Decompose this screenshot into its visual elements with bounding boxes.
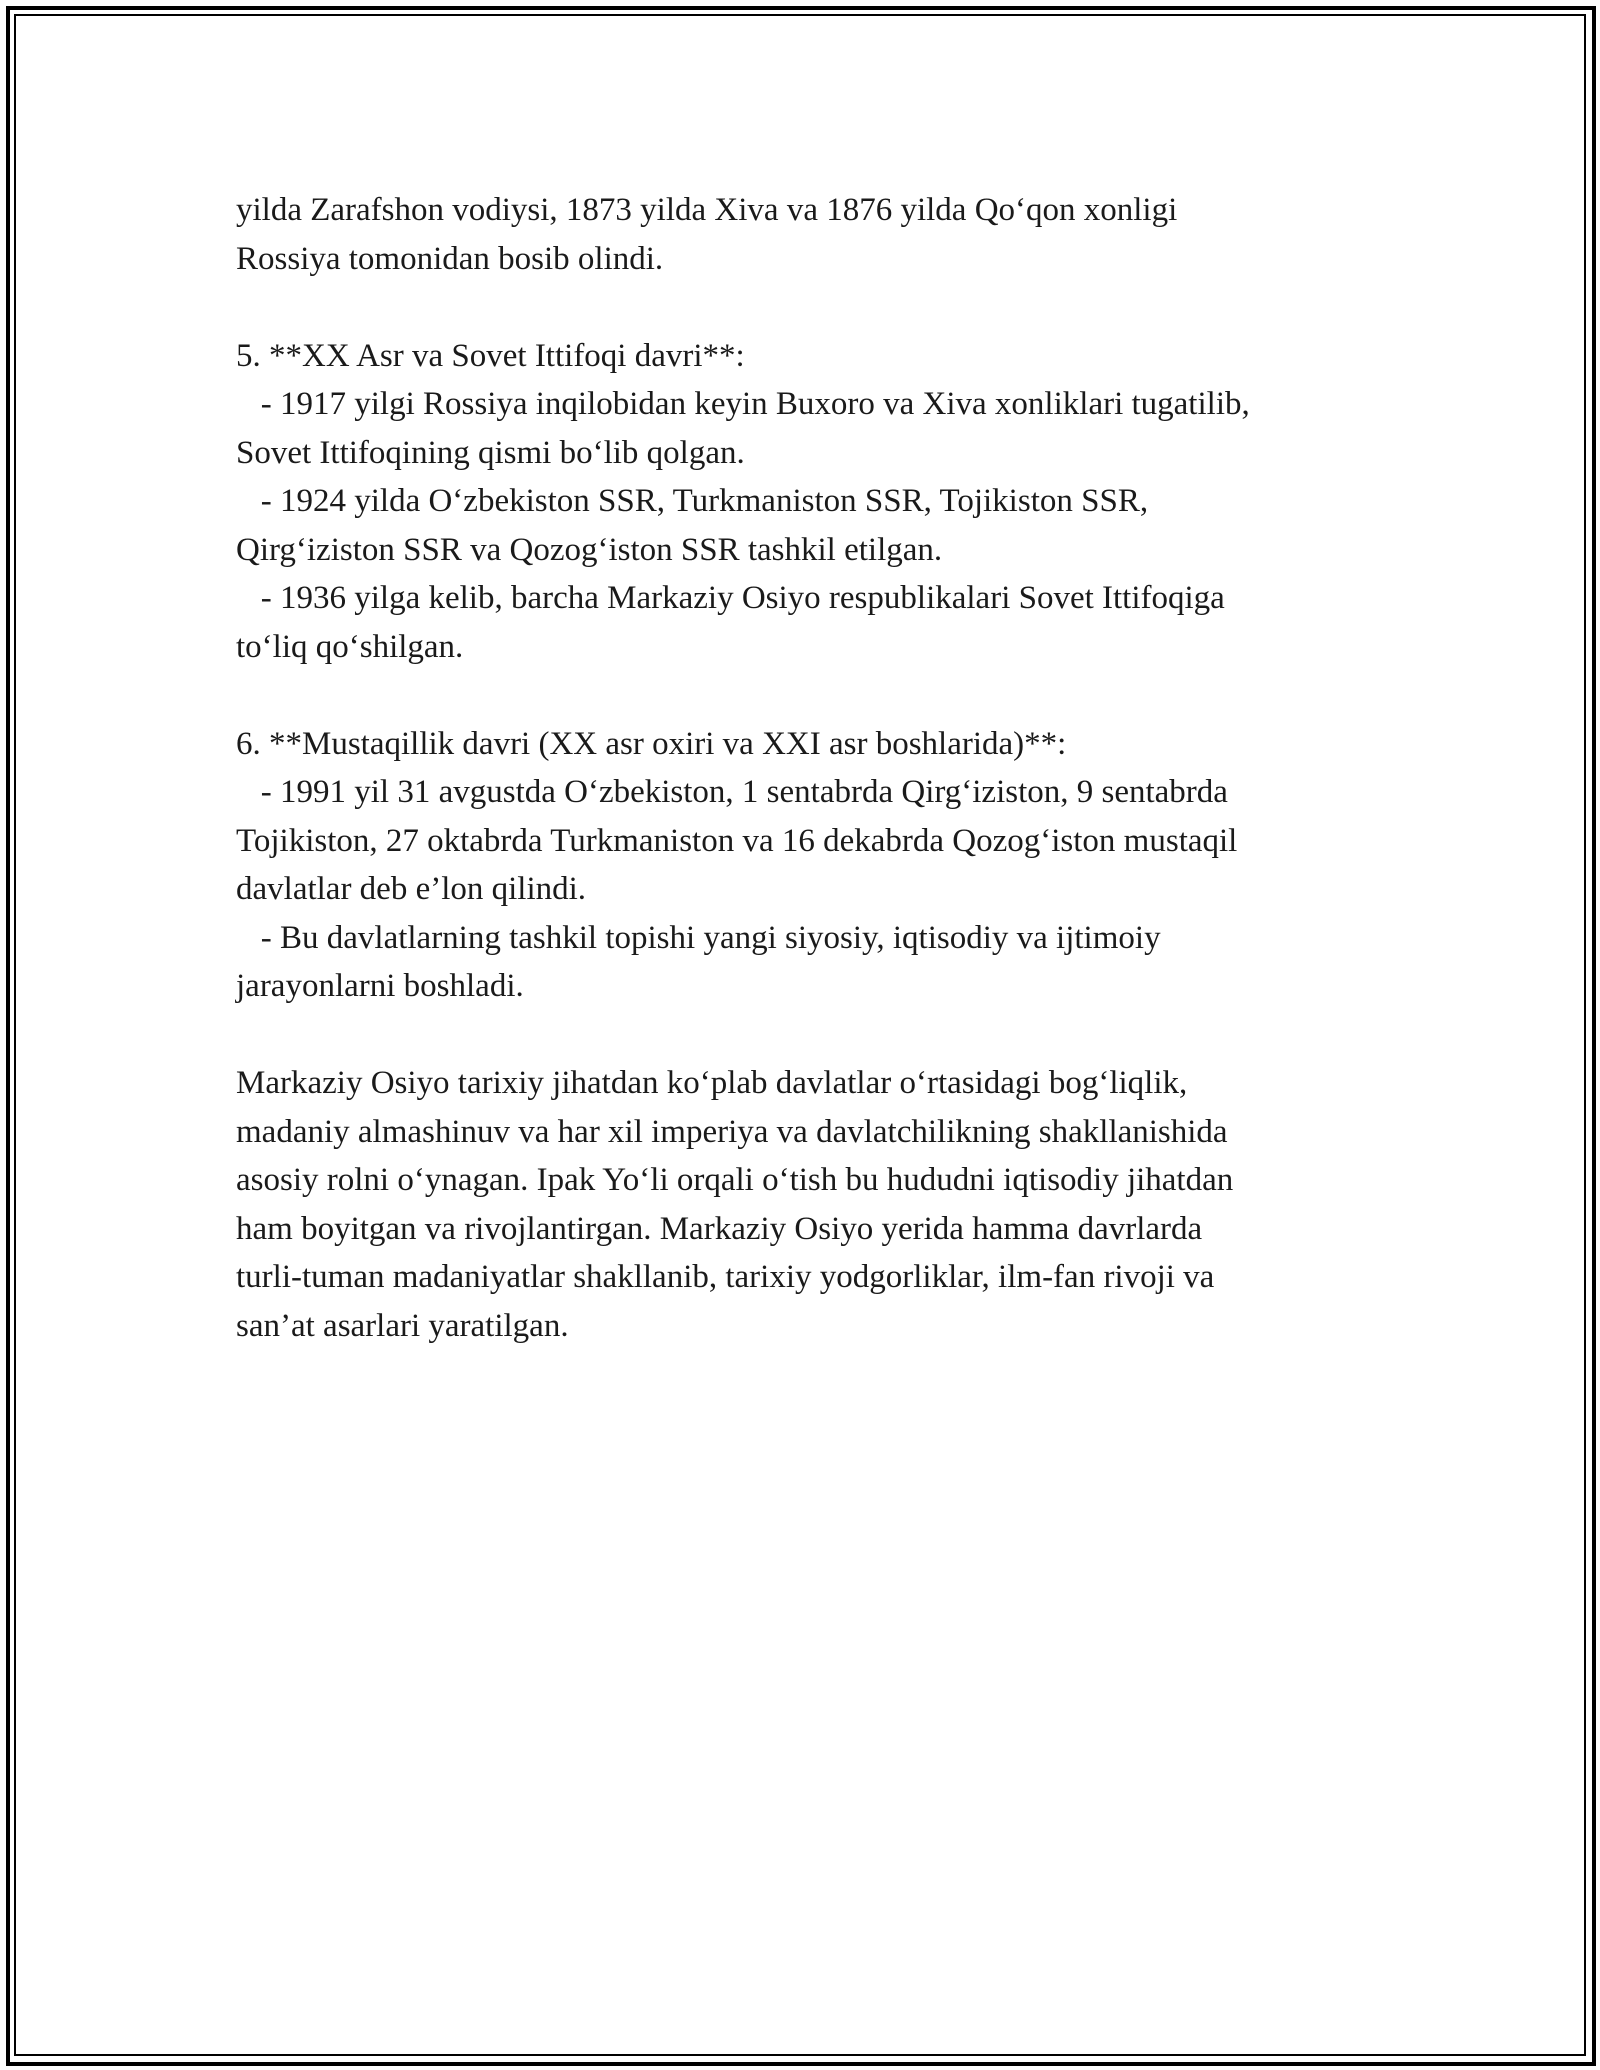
text-line: - 1991 yil 31 avgustda O‘zbekiston, 1 sentabrda Qirg‘iziston, 9 sentabrda [236,774,1228,810]
section-6-bullet-1 [236,768,1396,914]
text-line: Qirg‘iziston SSR va Qozog‘iston SSR tashkil etilgan. [236,531,943,568]
text-line: to‘liq qo‘shilgan. [236,628,464,665]
section-5-bullet-3 [236,574,1396,671]
section-6-bullet-2 [236,914,1396,1011]
section-5-bullet-2 [236,477,1396,574]
text-line: madaniy almashinuv va har xil imperiya va davlatchilikning shakllanishida [236,1113,1228,1150]
text-line: Sovet Ittifoqining qismi bo‘lib qolgan. [236,434,745,471]
text-line: - 1924 yilda O‘zbekiston SSR, Turkmaniston SSR, Tojikiston SSR, [236,483,1149,519]
section-5-bullet-1 [236,380,1396,477]
text-line: davlatlar deb e’lon qilindi. [236,871,587,907]
text-line: - 1936 yilga kelib, barcha Markaziy Osiyo respublikalari Sovet Ittifoqiga [236,580,1225,616]
intro-paragraph [236,186,1396,283]
text-line: Tojikiston, 27 oktabrda Turkmaniston va 16 dekabrda Qozog‘iston mustaqil [236,822,1238,859]
document-body [236,186,1396,1350]
text-line: ham boyitgan va rivojlantirgan. Markaziy Osiyo yerida hamma davrlarda [236,1210,1203,1247]
text-line: turli-tuman madaniyatlar shakllanib, tarixiy yodgorliklar, ilm-fan rivoji va [236,1259,1215,1295]
text-line: san’at asarlari yaratilgan. [236,1307,569,1344]
section-6-heading: 6. **Mustaqillik davri (XX asr oxiri va XXI asr boshlarida)**: [236,725,1067,762]
conclusion-paragraph [236,1059,1396,1350]
text-line: Rossiya tomonidan bosib olindi. [236,240,664,277]
text-line: yilda Zarafshon vodiysi, 1873 yilda Xiva va 1876 yilda Qo‘qon xonligi [236,192,1178,228]
section-5-heading: 5. **XX Asr va Sovet Ittifoqi davri**: [236,337,745,374]
text-line: asosiy rolni o‘ynagan. Ipak Yo‘li orqali o‘tish bu hududni iqtisodiy jihatdan [236,1162,1234,1198]
paragraph-gap [236,671,1396,720]
section-6 [236,720,1396,1011]
paragraph-gap [236,1011,1396,1060]
section-5 [236,332,1396,672]
paragraph-gap [236,283,1396,332]
text-line: - Bu davlatlarning tashkil topishi yangi siyosiy, iqtisodiy va ijtimoiy [236,919,1161,956]
text-line: Markaziy Osiyo tarixiy jihatdan ko‘plab davlatlar o‘rtasidagi bog‘liqlik, [236,1065,1188,1101]
text-line: - 1917 yilgi Rossiya inqilobidan keyin Buxoro va Xiva xonliklari tugatilib, [236,386,1250,422]
text-line: jarayonlarni boshladi. [236,968,524,1004]
